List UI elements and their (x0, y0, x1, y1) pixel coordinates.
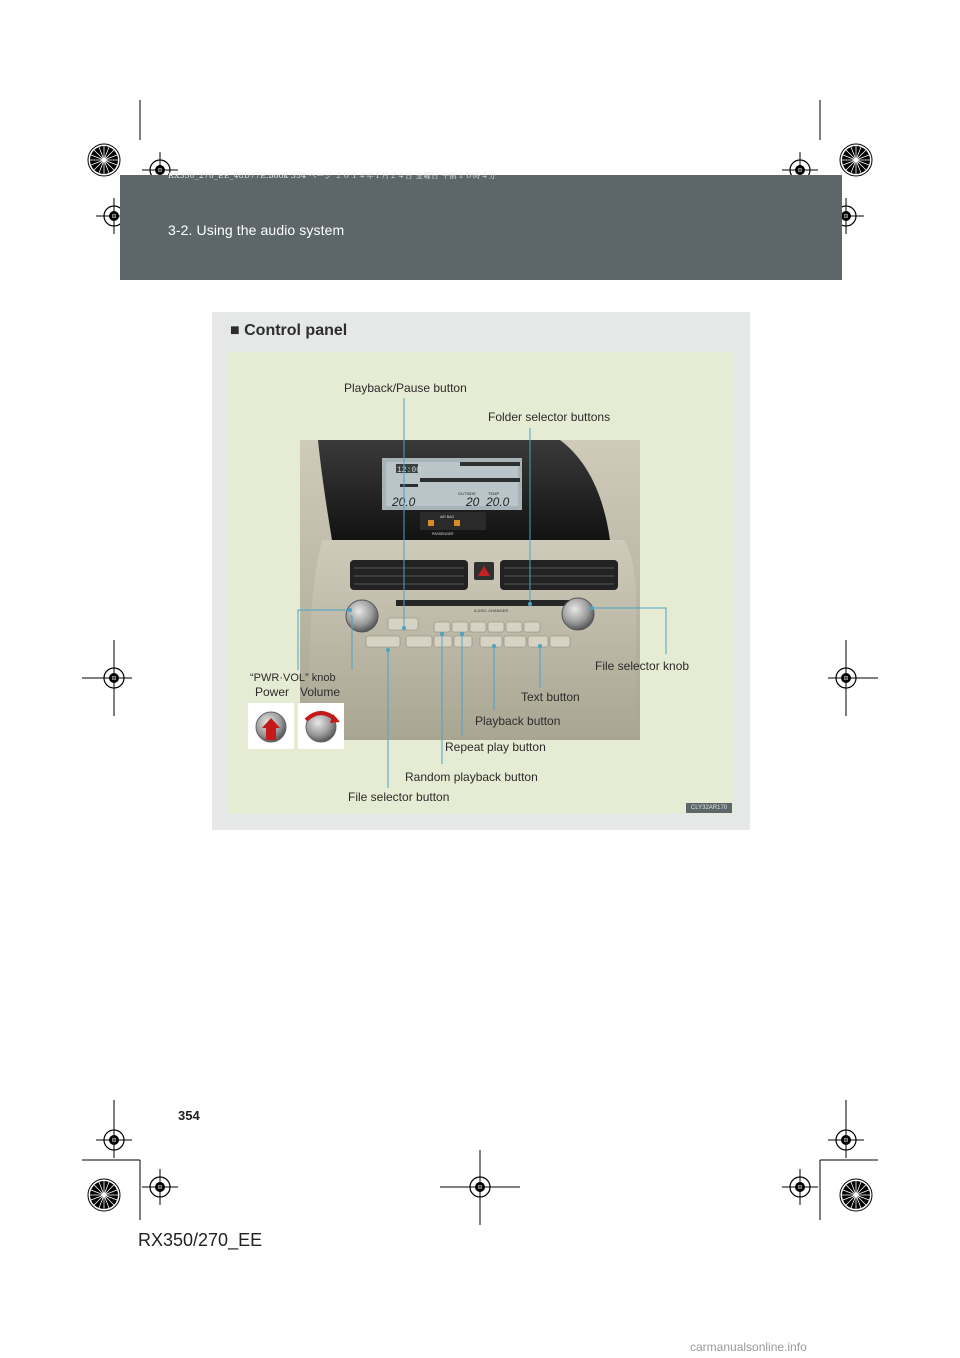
watermark: carmanualsonline.info (690, 1340, 807, 1354)
airbag-label: AIR BAG (440, 515, 455, 519)
figure-heading: ■ Control panel (230, 322, 348, 339)
section-title: 3-2. Using the audio system (168, 222, 345, 238)
callout-playback-pause: Playback/Pause button (344, 381, 467, 395)
display-outside-temp: 20 (466, 495, 480, 509)
callout-random-playback: Random playback button (405, 770, 538, 784)
passenger-label: PASSENGER (432, 532, 454, 536)
callout-pwr-vol-knob: “PWR·VOL” knob (250, 672, 336, 684)
callout-text-button: Text button (521, 690, 580, 704)
display-outside-label: OUTSIDE (458, 491, 476, 496)
display-temp-label: TEMP (488, 491, 500, 496)
callout-repeat-play: Repeat play button (445, 740, 546, 754)
display-inside-temp: 20.0 (392, 495, 416, 509)
page-number: 354 (178, 1108, 200, 1123)
callout-file-selector-button: File selector button (348, 790, 450, 804)
callout-file-selector-knob: File selector knob (595, 659, 690, 673)
changer-label: 6-DISC CHANGER (474, 608, 509, 613)
callout-playback-button: Playback button (475, 714, 561, 728)
print-info: RX350_270_EE_48D77E.book 354 ページ ２０１４年１月２４日 金曜日 午前１０時４分 (168, 171, 497, 180)
callout-power: Power (255, 685, 290, 699)
figure-code: CLY32AR170 (686, 803, 732, 813)
callout-volume: Volume (300, 685, 341, 699)
model-code: RX350/270_EE (138, 1230, 263, 1250)
callout-folder-selector: Folder selector buttons (488, 410, 611, 424)
display-clock: 12:00 (397, 466, 422, 475)
display-temp-right: 20.0 (486, 495, 510, 509)
